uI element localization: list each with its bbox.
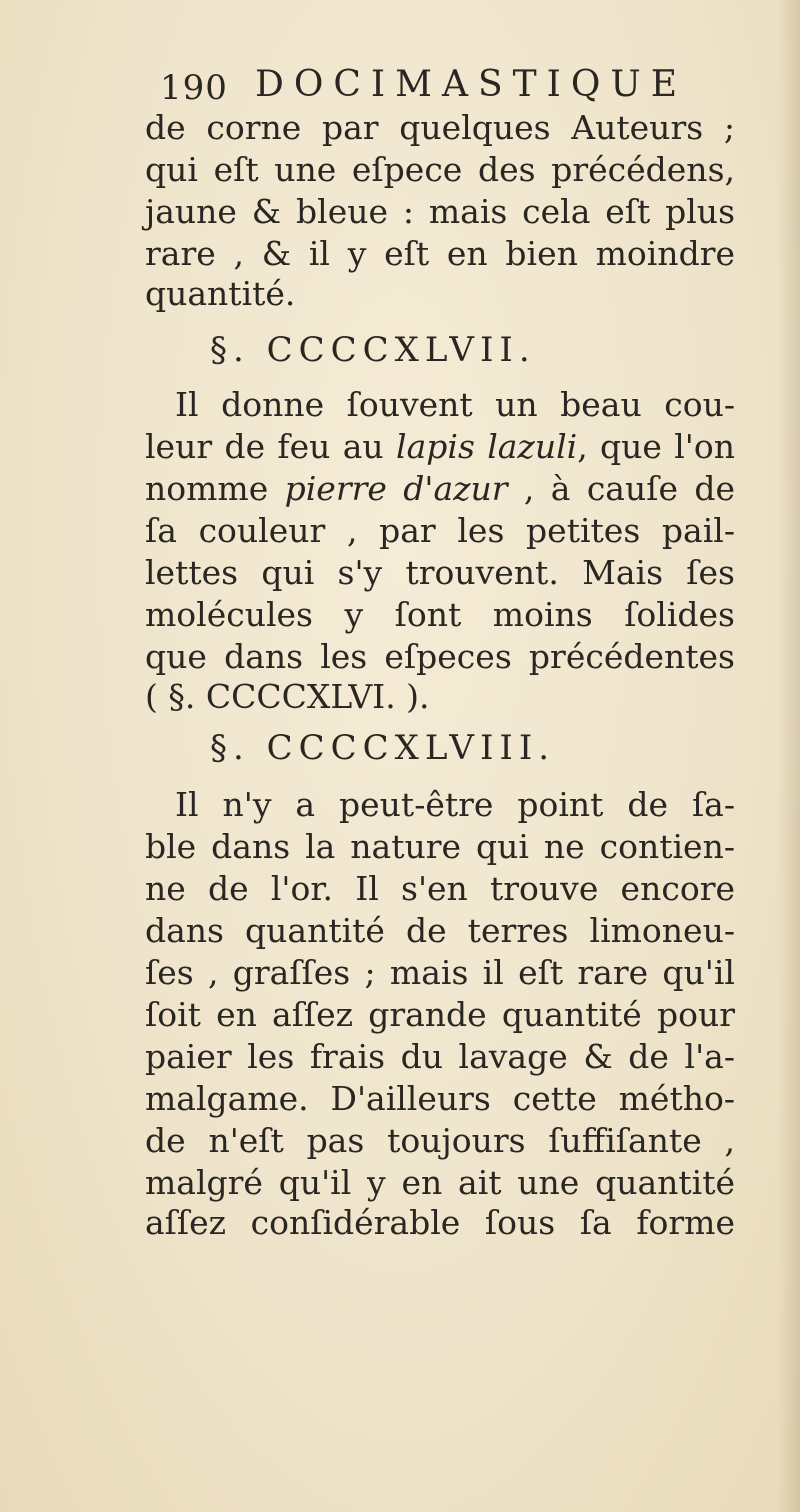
text-span: leur de feu au [145, 427, 397, 466]
section-heading: §. CCCCXLVIII. [210, 728, 556, 768]
text-line: de n'eſt pas toujours ſuffiſante , [145, 1121, 735, 1160]
text-line: que dans les eſpeces précédentes [145, 637, 735, 676]
page-number: 190 [160, 68, 228, 108]
italic-term: pierre d'azur [284, 469, 508, 508]
text-line: ble dans la nature qui ne contien- [145, 827, 735, 866]
text-line: ſoit en aſſez grande quantité pour [145, 995, 735, 1034]
text-line: malgame. D'ailleurs cette métho- [145, 1079, 735, 1118]
text-line [145, 469, 735, 509]
text-span: nomme [145, 469, 285, 508]
text-line: Il n'y a peut-être point de ſa- [175, 785, 735, 824]
text-line: ſa couleur , par les petites pail- [145, 511, 735, 550]
text-line: ne de l'or. Il s'en trouve encore [145, 869, 735, 908]
section-heading: §. CCCCXLVII. [210, 330, 536, 370]
text-line: de corne par quelques Auteurs ; [145, 108, 735, 147]
text-line: quantité. [145, 274, 296, 313]
page-header [160, 62, 688, 112]
text-line: molécules y ſont moins ſolides [145, 595, 735, 634]
text-line: ( §. CCCCXLVI. ). [145, 677, 430, 716]
text-line: jaune & bleue : mais cela eſt plus [145, 192, 735, 231]
italic-term: lapis lazuli [396, 427, 578, 466]
text-line: malgré qu'il y en ait une quantité [145, 1163, 735, 1202]
text-line: qui eſt une eſpece des précédens, [145, 150, 735, 189]
text-line: dans quantité de terres limoneu- [145, 911, 735, 950]
text-line: aſſez conſidérable ſous ſa forme [145, 1203, 735, 1242]
text-line [145, 427, 735, 467]
text-line: ſes , graſſes ; mais il eſt rare qu'il [145, 953, 735, 992]
text-span: , que l'on [577, 427, 735, 466]
text-line: lettes qui s'y trouvent. Mais ſes [145, 553, 735, 592]
text-line: Il donne ſouvent un beau cou- [175, 385, 735, 424]
text-span: , à cauſe de [507, 469, 736, 508]
text-line: rare , & il y eſt en bien moindre [145, 234, 735, 273]
running-head: DOCIMASTIQUE [255, 64, 688, 105]
text-line: paier les frais du lavage & de l'a- [145, 1037, 735, 1076]
